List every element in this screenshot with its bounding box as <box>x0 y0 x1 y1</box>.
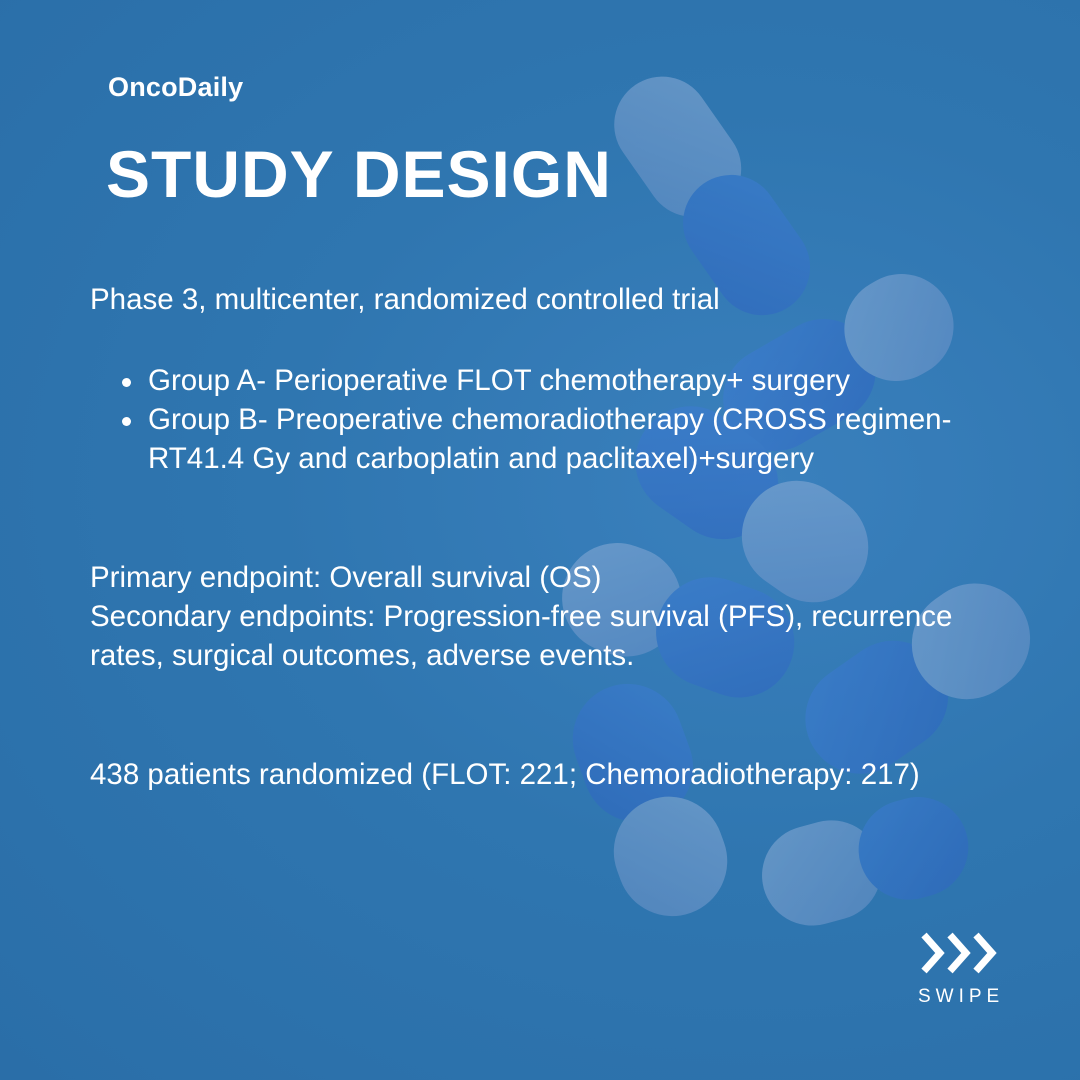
primary-endpoint-text: Primary endpoint: Overall survival (OS) <box>90 561 602 594</box>
group-b-item: Group B- Preoperative chemoradiotherapy (CROSS regimen- RT41.4 Gy and carboplatin and paclitaxel)+surgery <box>148 400 990 478</box>
group-a-item: Group A- Perioperative FLOT chemotherapy+ surgery <box>148 361 990 400</box>
swipe-indicator[interactable] <box>918 930 1008 1008</box>
endpoints-block <box>90 558 990 675</box>
secondary-endpoints-text: Secondary endpoints: Progression-free survival (PFS), recurrence rates, surgical outcomes, adverse events. <box>90 600 953 672</box>
brand-name: OncoDaily <box>108 72 244 102</box>
swipe-label: SWIPE <box>918 986 1005 1007</box>
patients-text: 438 patients randomized (FLOT: 221; Chemoradiotherapy: 217) <box>90 758 920 791</box>
page-title: STUDY DESIGN <box>106 137 612 211</box>
group-list <box>90 361 990 478</box>
trial-design-text: Phase 3, multicenter, randomized controlled trial <box>90 283 720 316</box>
study-design-content <box>90 280 990 794</box>
triple-chevron-right-icon <box>918 930 1002 976</box>
